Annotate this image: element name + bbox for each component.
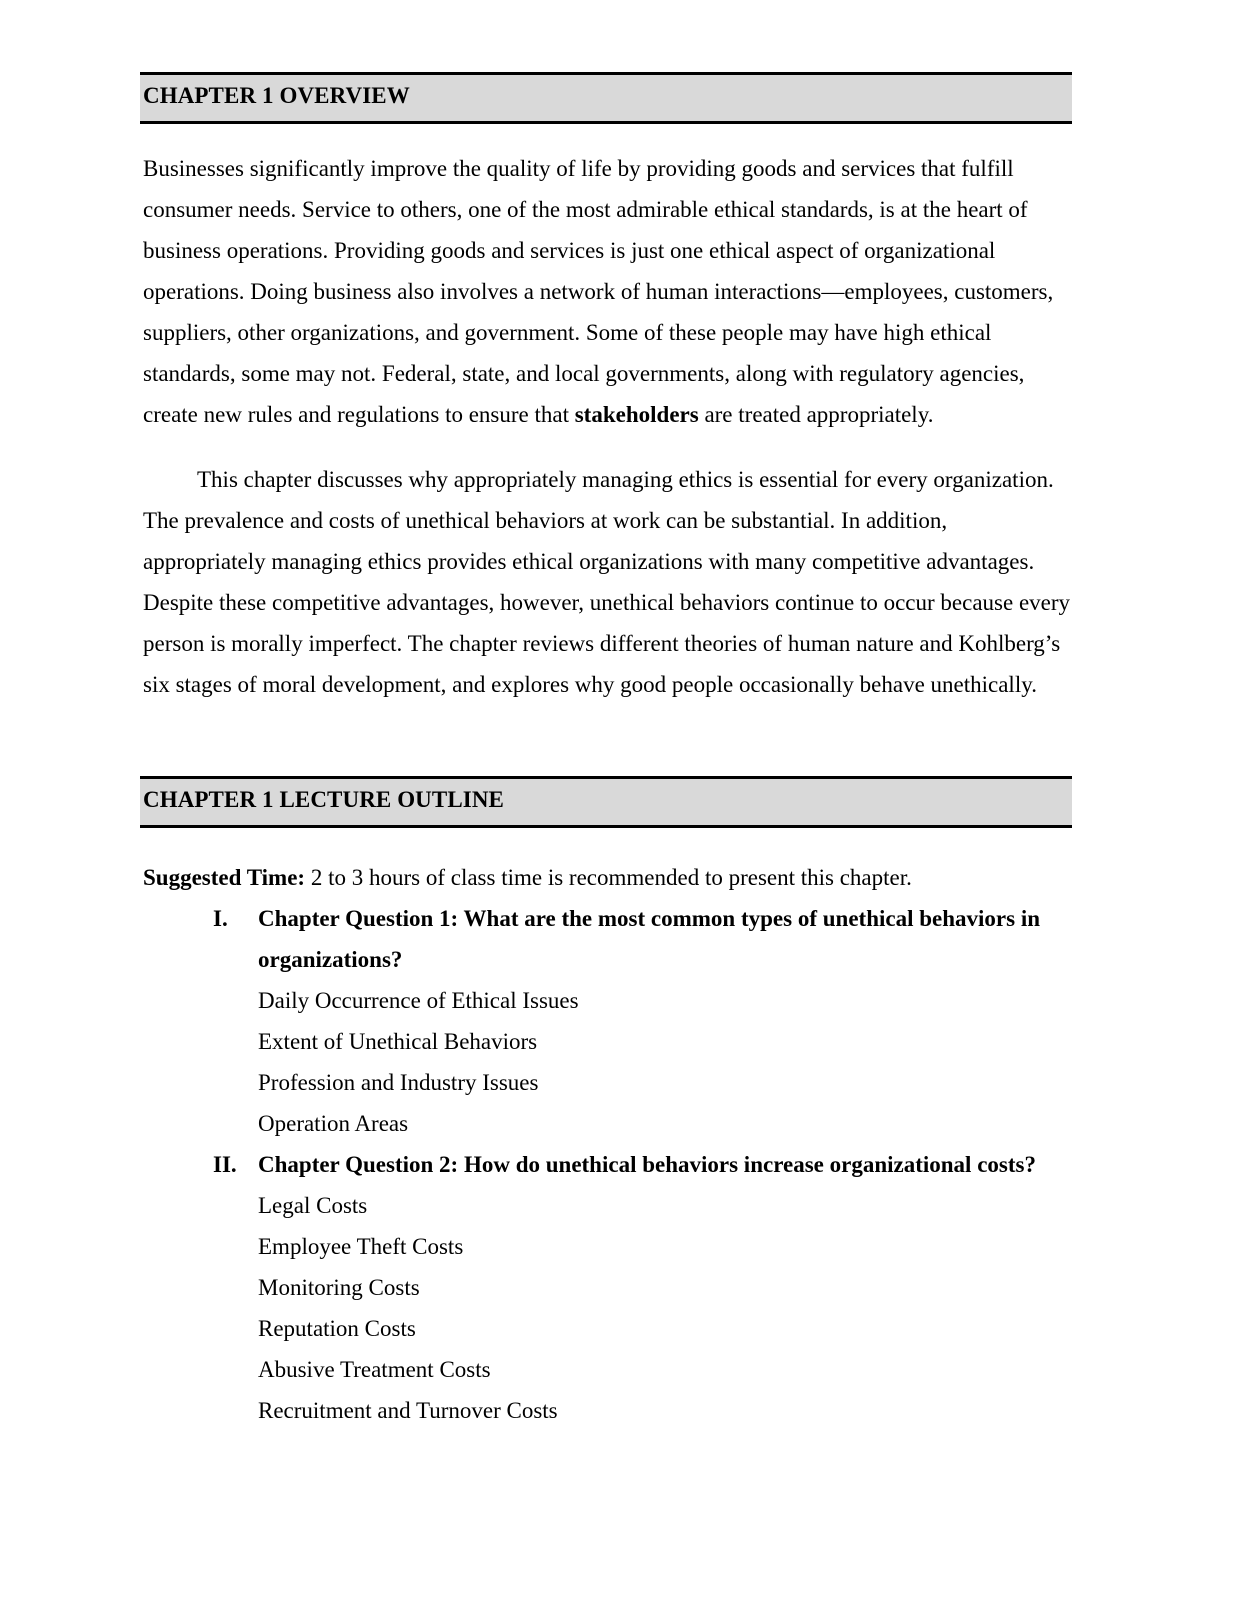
question-heading: [143, 1144, 1083, 1185]
outline-item: Profession and Industry Issues: [258, 1070, 539, 1095]
question-text: Chapter Question 2: How do unethical behaviors increase organizational costs?: [258, 1152, 1036, 1177]
stakeholders-term: stakeholders: [574, 402, 699, 427]
outline-item: Reputation Costs: [258, 1316, 416, 1341]
overview-p2-text: This chapter discusses why appropriately managing ethics is essential for every organization. The prevalence and costs of unethical behaviors at work can be substantial. In addition, appropriately managing ethics provides ethical organizations with many competitive advantages. Despite these competitive advantages, however, unethical behaviors continue to occur because every person is morally imperfect. The chapter reviews different theories of human nature and Kohlberg’s six stages of moral development, and explores why good people occasionally behave unethically.: [143, 467, 1071, 697]
outline-item: Monitoring Costs: [258, 1275, 420, 1300]
overview-paragraph-2: [143, 459, 1073, 705]
suggested-time: [143, 857, 912, 898]
outline-question-1: [143, 898, 1083, 1144]
outline-header: [140, 776, 1072, 828]
suggested-time-label: Suggested Time:: [143, 865, 306, 890]
outline-item: Legal Costs: [258, 1193, 368, 1218]
outline-item: Extent of Unethical Behaviors: [258, 1029, 538, 1054]
question-heading: [143, 898, 1083, 980]
outline-item: Operation Areas: [258, 1111, 409, 1136]
outline-title: CHAPTER 1 LECTURE OUTLINE: [143, 787, 504, 812]
question-number: II.: [213, 1152, 237, 1177]
outline-question-2: [143, 1144, 1083, 1431]
outline-item: Recruitment and Turnover Costs: [258, 1398, 558, 1423]
overview-p1-end: are treated appropriately.: [698, 402, 934, 427]
outline-item: Daily Occurrence of Ethical Issues: [258, 988, 579, 1013]
outline-item: Abusive Treatment Costs: [258, 1357, 491, 1382]
overview-title: CHAPTER 1 OVERVIEW: [143, 83, 410, 108]
overview-paragraph-1: [143, 148, 1073, 435]
overview-header: [140, 72, 1072, 124]
suggested-time-text: 2 to 3 hours of class time is recommended to present this chapter.: [305, 865, 912, 890]
question-number: I.: [213, 906, 228, 931]
question-text: Chapter Question 1: What are the most common types of unethical behaviors in organizations?: [258, 906, 1040, 972]
outline-item: Employee Theft Costs: [258, 1234, 464, 1259]
overview-p1-text: Businesses significantly improve the quality of life by providing goods and services that fulfill consumer needs. Service to others, one of the most admirable ethical standards, is at the heart of business operations. Providing goods and services is just one ethical aspect of organizational operations. Doing business also involves a network of human interactions—employees, customers, suppliers, other organizations, and government. Some of these people may have high ethical standards, some may not. Federal, state, and local governments, along with regulatory agencies, create new rules and regulations to ensure that: [143, 156, 1054, 427]
